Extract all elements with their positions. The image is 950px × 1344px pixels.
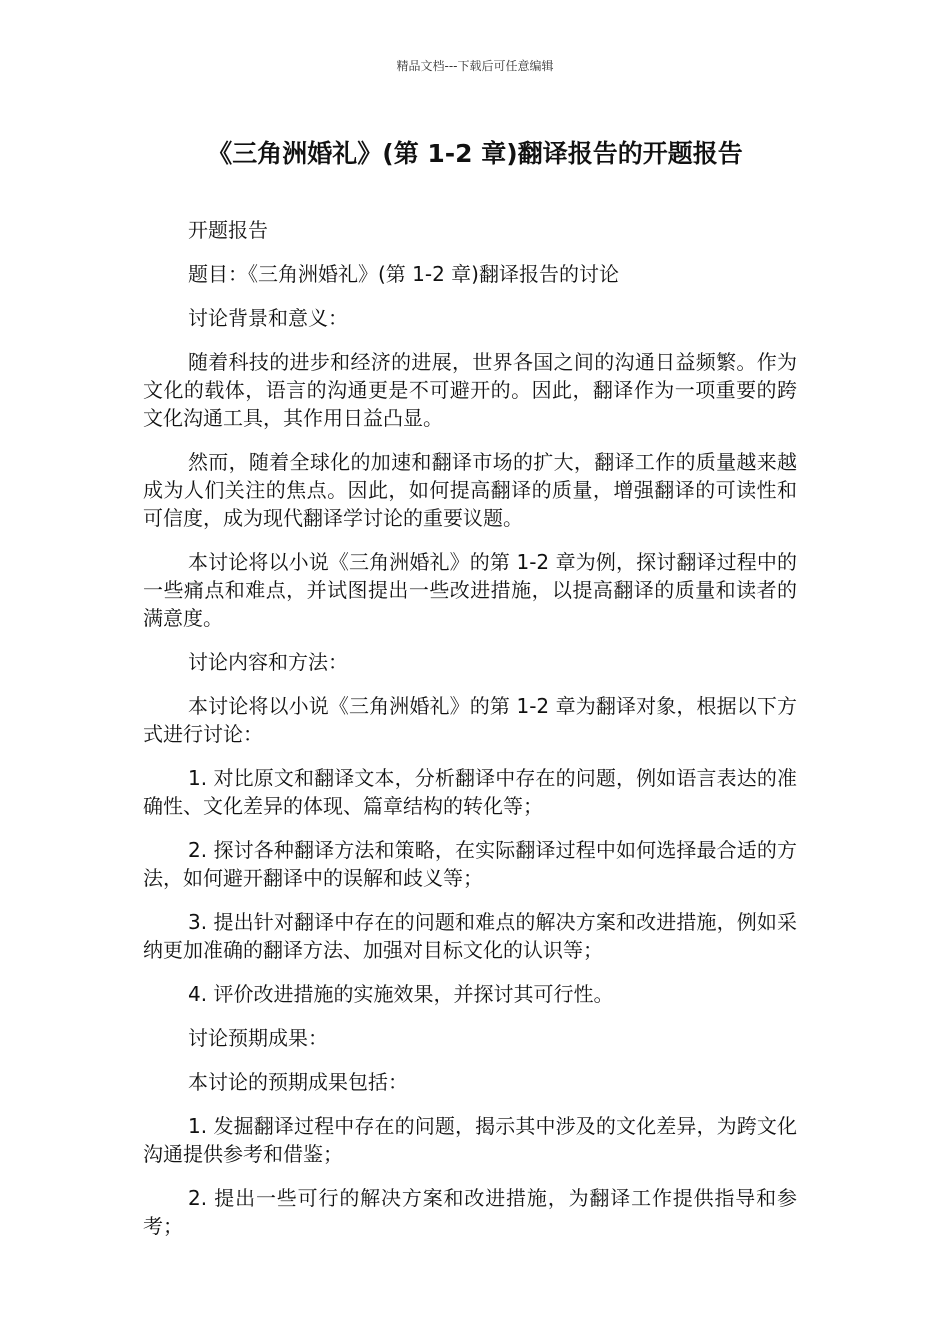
section-heading: 讨论内容和方法： — [188, 650, 348, 674]
body-paragraph: 随着科技的进步和经济的进展，世界各国之间的沟通日益频繁。作为文化的载体，语言的沟通更是不可避开的。因此，翻译作为一项重要的跨文化沟通工具，其作用日益凸显。 — [143, 350, 797, 430]
list-item: 1. 对比原文和翻译文本，分析翻译中存在的问题，例如语言表达的准确性、文化差异的体现、篇章结构的转化等； — [143, 766, 797, 818]
body-paragraph: 本讨论的预期成果包括： — [188, 1070, 408, 1094]
section-heading: 开题报告 — [188, 218, 268, 242]
section-heading: 讨论预期成果： — [188, 1026, 328, 1050]
topic-line: 题目：《三角洲婚礼》(第 1-2 章)翻译报告的讨论 — [188, 262, 619, 286]
body-paragraph: 然而，随着全球化的加速和翻译市场的扩大，翻译工作的质量越来越成为人们关注的焦点。因此，如何提高翻译的质量，增强翻译的可读性和可信度，成为现代翻译学讨论的重要议题。 — [143, 450, 797, 530]
list-item: 4. 评价改进措施的实施效果，并探讨其可行性。 — [188, 982, 614, 1006]
list-item: 1. 发掘翻译过程中存在的问题，揭示其中涉及的文化差异，为跨文化沟通提供参考和借鉴； — [143, 1114, 797, 1166]
document-title: 《三角洲婚礼》(第 1-2 章)翻译报告的开题报告 — [207, 139, 743, 168]
section-heading: 讨论背景和意义： — [188, 306, 348, 330]
body-paragraph: 本讨论将以小说《三角洲婚礼》的第 1-2 章为例，探讨翻译过程中的一些痛点和难点，并试图提出一些改进措施，以提高翻译的质量和读者的满意度。 — [143, 550, 797, 630]
body-paragraph: 本讨论将以小说《三角洲婚礼》的第 1-2 章为翻译对象，根据以下方式进行讨论： — [143, 694, 797, 746]
header-note: 精品文档---下载后可任意编辑 — [396, 59, 554, 73]
document-body — [143, 216, 797, 1256]
list-item: 2. 提出一些可行的解决方案和改进措施，为翻译工作提供指导和参考； — [143, 1186, 797, 1238]
list-item: 3. 提出针对翻译中存在的问题和难点的解决方案和改进措施，例如采纳更加准确的翻译方法、加强对目标文化的认识等； — [143, 910, 797, 962]
list-item: 2. 探讨各种翻译方法和策略，在实际翻译过程中如何选择最合适的方法，如何避开翻译中的误解和歧义等； — [143, 838, 797, 890]
